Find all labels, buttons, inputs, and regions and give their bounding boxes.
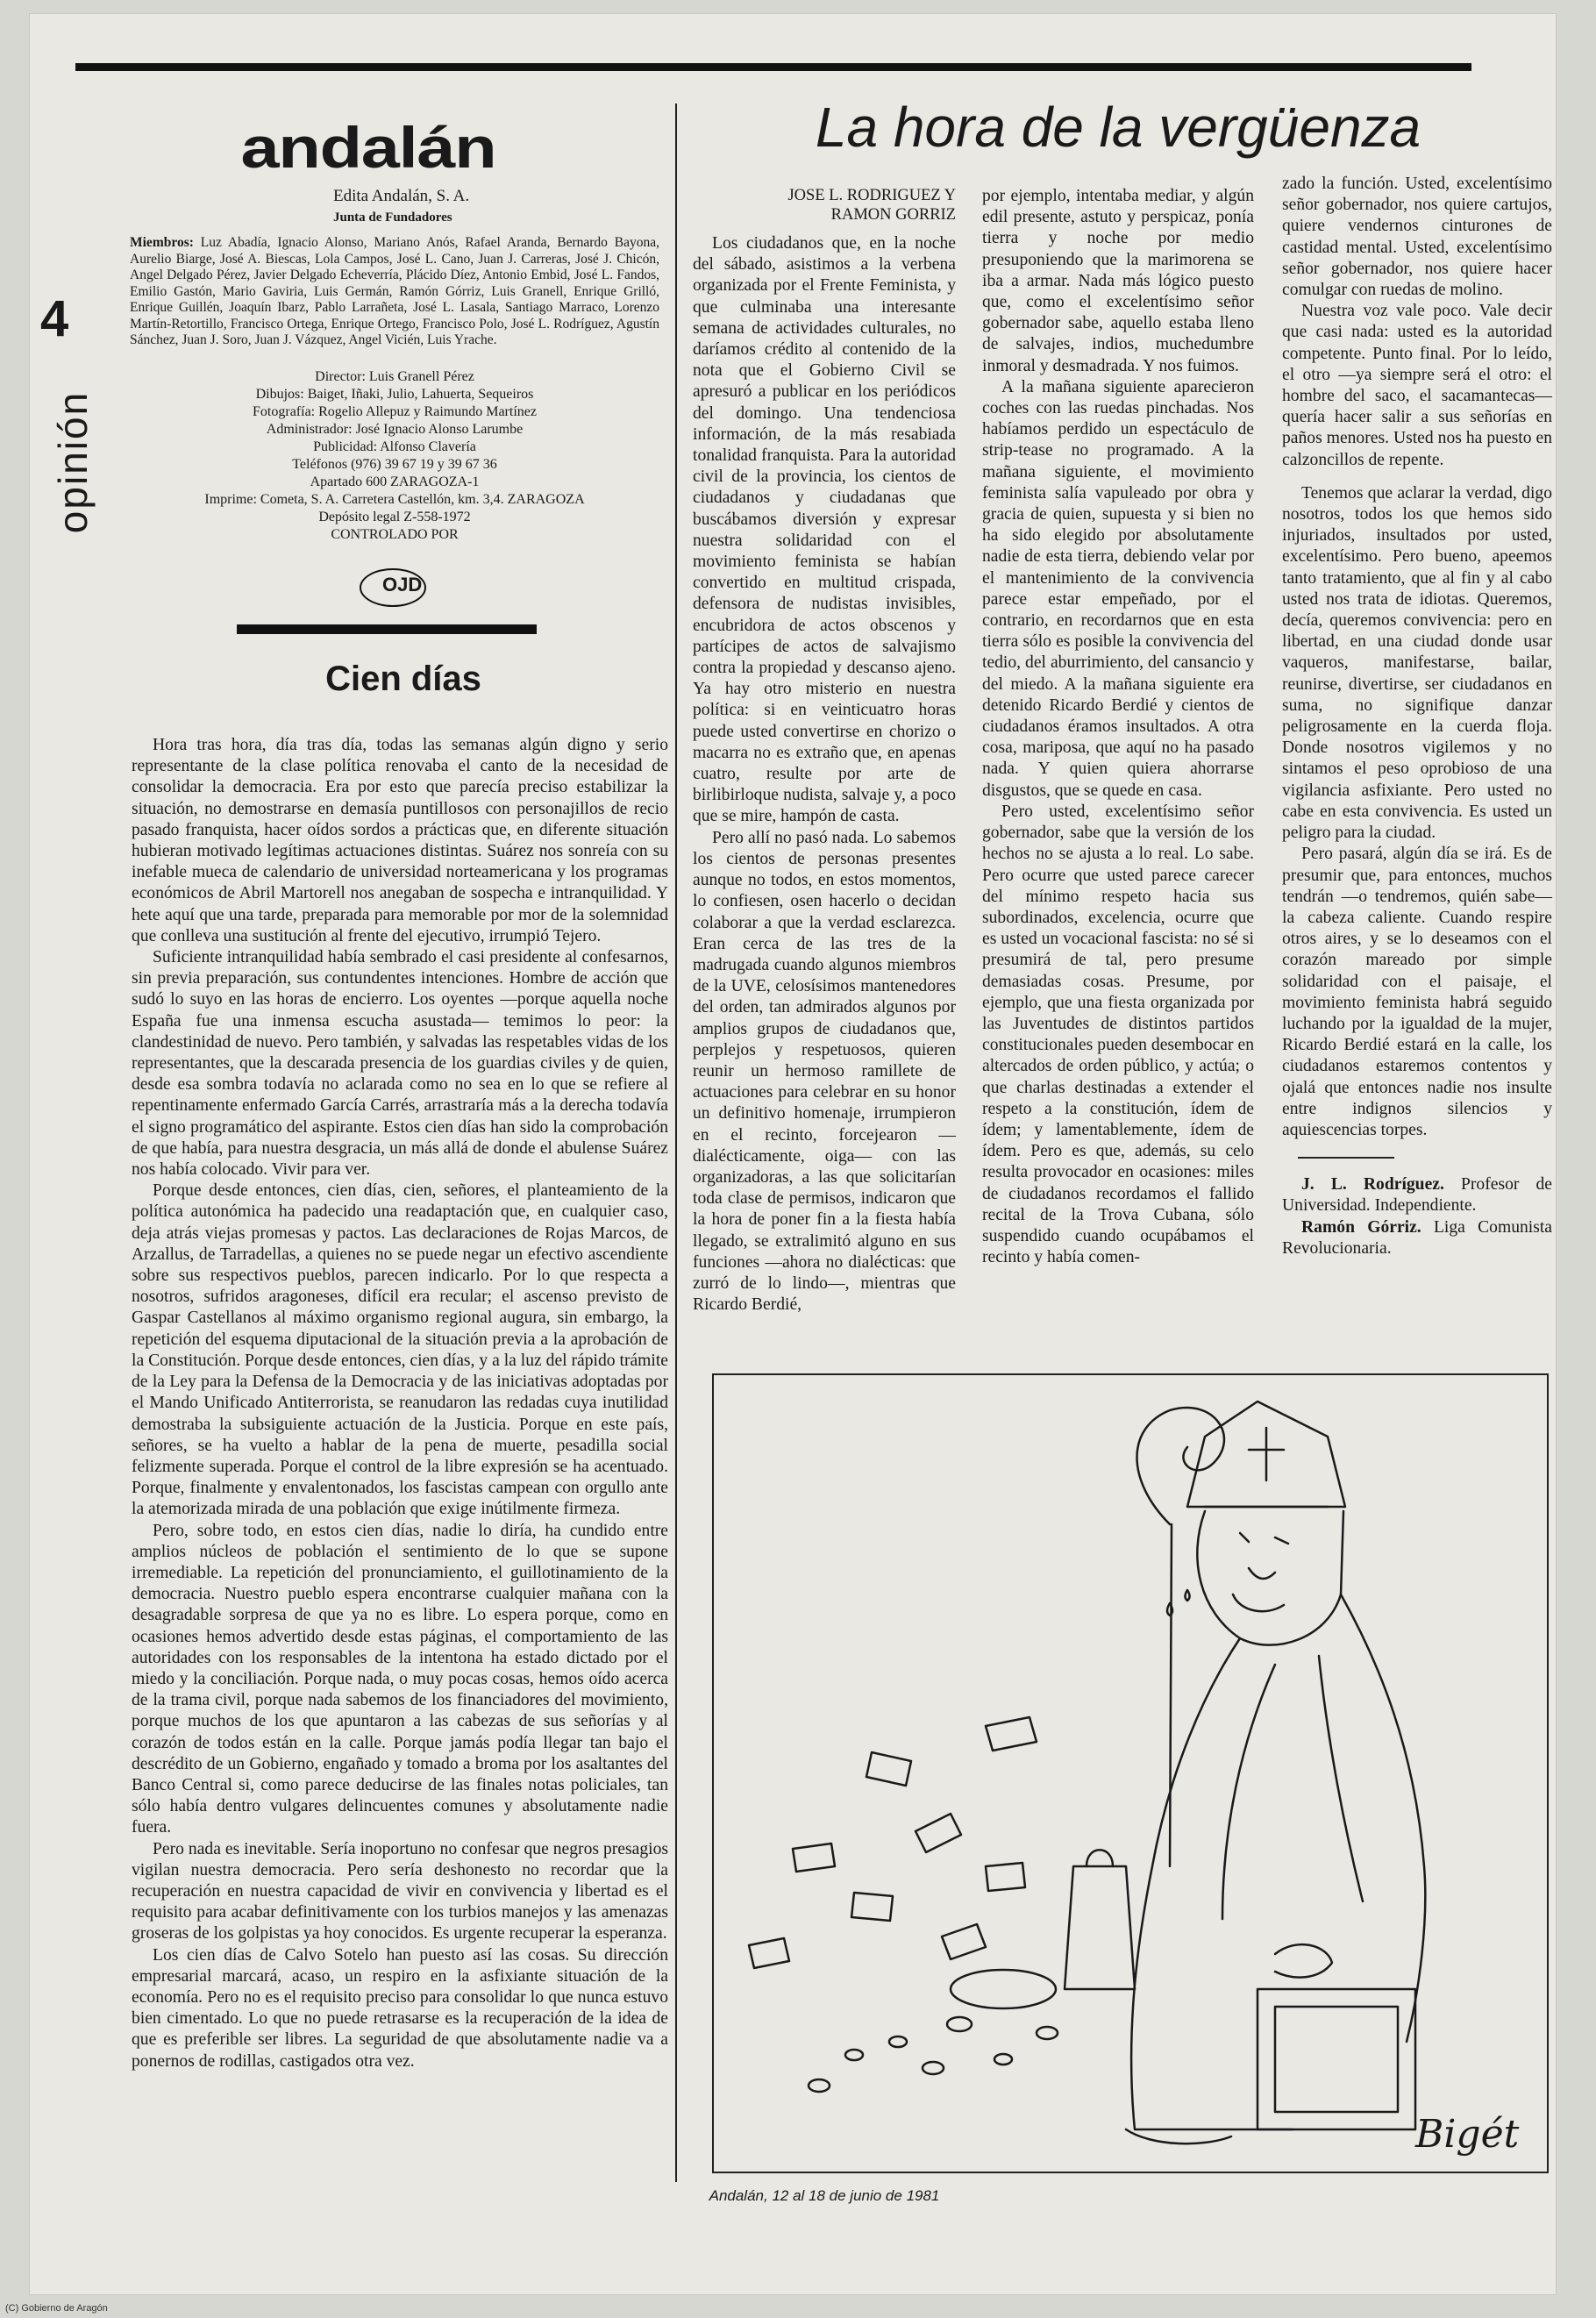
paragraph: Los cien días de Calvo Sotelo han puesto así las cosas. Su dirección empresarial marcará, acaso, un respiro en la asfixiante situación de la economía. Pero no es el requisito preciso para consolidar lo que nunca estuvo bien cimentado. Lo que no puede retrasarse es la recuperación de la idea de que es preferible ser libres. La seguridad de que absolutamente nadie va a ponernos de rodillas, castigados otra vez. — [132, 1945, 668, 2071]
paragraph: Pero, sobre todo, en estos cien días, nadie lo diría, ha cundido entre amplios núcleos de población el sentimiento de lo que se supone irremediable. La repetición del pronunciamiento, el guillotinamiento de la democracia. Nuestro pueblo espera encontrarse cualquier mañana con la desagradable sorpresa de que ya no es libre. Lo espera porque, como en ocasiones hemos advertido desde estas páginas, el comportamiento de las autoridades con los responsables de la intentona ha estado dictado por el miedo y la conciliación. Porque nada, o muy pocas cosas, hemos oído acerca de la trama civil, porque nada sabemos de los financiadores del movimiento, porque muchos de los que apuntaron a las cabezas de sus señorías y al corazón de todos están en la calle. Porque jamás podía llegar tan bajo el descrédito de un Gobierno, engañado y tomado a broma por los asaltantes del Banco Central si, como parece deducirse de las finales notas policiales, tan sólo había dentro vulgares delincuentes comunes y absolutamente nadie fuera. — [132, 1521, 668, 1837]
masthead-logo: andalán — [240, 115, 496, 180]
paragraph: Pero usted, excelentísimo señor gobernador, sabe que la versión de los hechos no se ajusta a lo real. Lo sabe. Pero ocurre que usted parece carecer del mínimo respeto hacia sus subordinados, excelencia, ocurre que es usted un vocacional fascista: no sé si presumirá de tal, pero presume demasiadas cosas. Presume, por ejemplo, que una fiesta organizada por las Juventudes de distintos partidos constitucionales pueden desembocar en altercados de orden público, y actúa; o que charlas destinadas a extender el respeto a la constitución, ídem de ídem; y lamentablemente, ídem de ídem. Pero es que, además, su celo resulta provocador en ocasiones: miles de ciudadanos recordamos el fallido recital de la Trova Cubana, sólo suspendido cuando ocupábamos el recinto y había comen- — [982, 802, 1254, 1267]
staff-line: Dibujos: Baiget, Iñaki, Julio, Lahuerta, Sequeiros — [255, 387, 534, 402]
paragraph: Pero allí no pasó nada. Lo sabemos los cientos de personas presentes aunque no todos, en estos momentos, lo confiesen, osen hacerlo o decidan colaborar a que la verdad esclarezca. Eran cerca de las tres de la madrugada cuando algunos miembros de la UVE, celosísimos mantenedores del orden, tan admirados algunos por amplios grupos de ciudadanos que, perplejos y respetuosos, quieren reunir un hermoso ramillete de actuaciones para celebrar en su honor un definitivo homenaje, irrumpieron en el recinto, forcejearon —dialécticamente, oiga— con las organizadoras, a las que solicitarían toda clase de permisos, indicaron que la hora de poner fin a la fiesta había llegado, se extralimitó alguno en sus funciones —ahora no dialécticas: que zurró de lo lindo—, mientras que Ricardo Berdié, — [693, 828, 956, 1315]
cartoonist-signature: Bigét — [1415, 2112, 1520, 2157]
paragraph: zado la función. Usted, excelentísimo señor gobernador, nos quiere cartujos, quiere vendernos cinturones de castidad mental. Usted, excelentísimo señor gobernador, nos quiere hacer comulgar con ruedas de molino. — [1282, 175, 1552, 300]
robe — [1131, 1638, 1293, 2129]
bill — [749, 1938, 789, 1968]
section-name: opinión — [50, 390, 96, 534]
paragraph: A la mañana siguiente aparecieron coches con las ruedas pinchadas. Nos habíamos perdido un espectáculo de strip-tease no programado. A la mañana siguiente, el movimiento feminista salía vapuleado por obra y gracia de quien, supuesta y si bien no ha sido elegido por absolutamente nadie de esta tierra, debiendo velar por el mantenimiento de la convivencia parece estar empeñado, por el contrario, en recordarnos que en esta tierra sólo es posible la convivencia del tedio, del aburrimiento, del cansancio y del miedo. A la mañana siguiente era detenido Ricardo Berdié y cientos de ciudadanos éramos insultados. A otra cosa, mariposa, que aquí no ha pasado nada. Y quien quiera ahorrarse disgustos, que se quede en casa. — [982, 377, 1254, 800]
paragraph: Porque desde entonces, cien días, cien, señores, el planteamiento de la política autonómica ha padecido una readaptación que, en cualquier caso, deja atrás viejas promesas y pactos. Las declaraciones de Rojas Marcos, de Arzallus, de Tarradellas, a quienes no se puede negar un efectivo ascendiente sobre sus respectivos pueblos, parecen indicarlo. Por lo que respecta a nosotros, sufridos aragoneses, difícil era recular; el ascenso previsto de Gaspar Castellanos al máximo organismo regional augura, sin embargo, la repetición del esquema diputacional de la situación previa a la aprobación de la Constitución. Porque desde entonces, cien días, y a la luz del rápido trámite de la Ley para la Defensa de la Democracia y de las iniciativas adoptadas por el Mando Unificado Antiterrorista, se reanudaron las redadas cuya inutilidad demostraba la subsiguiente actuación de la Justicia. Porque en este país, señores, se ha vuelto a hablar de la pena de muerte, pesadilla social felizmente superada. Porque el control de la libre expresión se ha acentuado. Porque, finalmente y envalentonados, los fascistas campean con orgullo ante la atemorizada mirada de una población que exige inútilmente firmeza. — [132, 1181, 668, 1519]
staff-line: Publicidad: Alfonso Clavería — [313, 439, 476, 454]
staff-line: Fotografía: Rogelio Allepuz y Raimundo Martínez — [253, 404, 537, 419]
staff-line: Imprime: Cometa, S. A. Carretera Castellón, km. 3,4. ZARAGOZA — [204, 492, 585, 507]
page-number: 4 — [40, 290, 69, 347]
bill — [916, 1814, 961, 1852]
suitcase — [1065, 1866, 1135, 1989]
bill — [793, 1844, 835, 1872]
bill — [942, 1924, 986, 1959]
article-title: La hora de la vergüenza — [815, 96, 1421, 159]
founders-heading: Junta de Fundadores — [333, 210, 452, 225]
staff-line: Administrador: José Ignacio Alonso Larumbe — [266, 422, 524, 437]
publisher: Edita Andalán, S. A. — [333, 187, 470, 205]
box-seat — [1258, 1989, 1415, 2129]
editorial-body — [132, 735, 668, 2072]
paragraph: Nuestra voz vale poco. Vale decir que casi nada: usted es la autoridad competente. Punto final. Por lo leído, el otro —ya siempre será el otro: el hombre del saco, el sacamantecas— quería hacer salir a sus señorías en paños menores. Usted nos ha puesto en calzoncillos de repente. — [1282, 302, 1552, 469]
bill — [986, 1863, 1025, 1891]
copyright-notice: (C) Gobierno de Aragón — [5, 2303, 108, 2314]
page-footer: Andalán, 12 al 18 de junio de 1981 — [709, 2187, 940, 2204]
cartoon-illustration — [712, 1373, 1549, 2173]
paragraph: Hora tras hora, día tras día, todas las semanas algún digno y serio representante de la clase política renovaba el canto de la necesidad de consolidar la democracia. Era por esto que parecía preciso estabilizar la situación, no demostrarse en demasía puntillosos con personajillos de recio pasado franquista, hacer oídos sordos a prácticas que, en diferente situación hubieran motivado legítimas actuaciones distintas. Suárez nos sonreía con su inefable mueca de calendario de universidad norteamericana y los programas económicos de Abril Martorell nos anegaban de sospecha e intranquilidad. Y hete aquí que una tarde, preparada para memorable por mor de la solemnidad que conlleva una sustitución al frente del ejecutivo, irrumpió Tejero. — [132, 736, 668, 945]
signature-rule — [1298, 1157, 1394, 1159]
section-separator — [237, 624, 537, 634]
staff-line: Apartado 600 ZARAGOZA-1 — [310, 474, 480, 489]
bill — [866, 1752, 911, 1786]
staff-line: Depósito legal Z-558-1972 — [318, 510, 471, 524]
paragraph: Pero pasará, algún día se irá. Es de presumir que, para entonces, muchos tendrán —o tendremos, quién sabe— la cabeza caliente. Cuando respire otros aires, y se lo deseamos con el corazón mareado por simple solidaridad con el paisaje, el movimiento feminista habrá seguido luchando por la igualdad de la mujer, Ricardo Berdié estará en la calle, los ciudadanos estaremos contentos y ojalá que entonces nadie nos insulte entre indignos silencios y aquiescencias torpes. — [1282, 845, 1552, 1139]
byline: JOSE L. RODRIGUEZ Y RAMON GORRIZ — [787, 187, 956, 224]
paragraph: Los ciudadanos que, en la noche del sábado, asistimos a la verbena organizada por el Frente Feminista, y que culminaba una interesante semana de actividades culturales, no daríamos crédito al contenido de la nota que el Gobierno Civil se apresuró a publicar en los periódicos del domingo. Una tendenciosa información, de la más resabiada tonalidad franquista. Para la autoridad civil de la provincia, los cientos de ciudadanos y ciudadanas que buscábamos diversión y expresar nuestra solidaridad con el movimiento feminista se habían convertido en multitud crispada, defensora de nudistas invisibles, encubridora de actos obscenos y partícipes de actos de salvajismo contra la propiedad y descanso ajeno. Ya hay otro misterio en nuestra política: si en veinticuatro horas puede usted convertirse en chorizo o macarra no es extraño que, en apenas cuatro, resulte por arte de birlibirloque nudista, salvaje y, a poco que se mire, hampón de casta. — [693, 234, 956, 826]
bill — [851, 1893, 893, 1921]
coin-pile — [951, 1970, 1056, 2008]
staff-line: Director: Luis Granell Pérez — [315, 369, 474, 384]
staff-line: CONTROLADO POR — [331, 527, 459, 542]
article-column-3 — [1282, 174, 1552, 1259]
editorial-title: Cien días — [325, 660, 481, 698]
author-signature: J. L. Rodríguez. Profesor de Universidad. Independiente. — [1282, 1175, 1552, 1216]
staff-line: Teléfonos (976) 39 67 19 y 39 67 36 — [292, 457, 497, 472]
paragraph: por ejemplo, intentaba mediar, y algún edil presente, astuto y perspicaz, ponía tierra y noche por medio presuponiendo que la marimorena se iba a armar. Nada más lógico puesto que, como el excelentísimo señor gobernador sabe, aquello estaba lleno de salvajes, indios, muchedumbre inmoral y desmadrada. Y nos fuimos. — [982, 187, 1254, 375]
bill — [986, 1717, 1037, 1751]
article-column-1 — [693, 186, 956, 1316]
article-column-2 — [982, 186, 1254, 1268]
column-divider — [675, 103, 677, 2182]
ojd-logo: OJD — [360, 568, 426, 607]
author-signature: Ramón Górriz. Liga Comunista Revolucionaria. — [1282, 1217, 1552, 1258]
section-tab — [35, 289, 96, 534]
paragraph: Pero nada es inevitable. Sería inoportuno no confesar que negros presagios vigilan nuestra democracia. Pero sería deshonesto no recordar que la recuperación en nuestra capacidad de vivir en convivencia y libertad es el requisito para acabar definitivamente con los turbios manejos y las amenazas groseras de los golpistas ya hoy conocidos. Es urgente recuperar la esperanza. — [132, 1839, 668, 1944]
staff-credits — [132, 368, 658, 544]
paragraph: Tenemos que aclarar la verdad, digo nosotros, todos los que hemos sido injuriados, insultados por usted, excelentísimo. Pero bueno, apeemos tanto tratamiento, que al fin y al cabo usted nos trata de idiotas. Queremos, decía, queremos convivencia: pero en libertad, en una ciudad donde usar vaqueros, manifestarse, bailar, reunirse, divertirse, ser ciudadanos en suma, no signifique danzar peligrosamente en la cuerda floja. Donde nosotros vigilemos y no sintamos el peso oprobioso de una vigilancia asfixiante. Pero usted no cabe en esta convivencia. Es usted un peligro para la ciudad. — [1282, 483, 1552, 843]
founders-list: Miembros: Luz Abadía, Ignacio Alonso, Mariano Anós, Rafael Aranda, Bernardo Bayona, Aurelio Biarge, José A. Biescas, Lola Campos, José L. Cano, Juan J. Carreras, José J. Chicón, Angel Delgado Pérez, Javier Delgado Echeverría, Plácido Díez, Antonio Embid, José L. Fandos, Emilio Gastón, Mario Gaviria, Luis Germán, Ramón Górriz, Luis Granell, Enrique Grilló, Enrique Guillén, Joaquín Ibarz, Pablo Larrañeta, José L. Lasala, Santiago Marraco, Lorenzo Martín-Retortillo, Francisco Ortega, Enrique Ortego, Francisco Polo, José L. Rodríguez, Agustín Sánchez, Juan J. Soro, Juan J. Vázquez, Angel Vicién, Luis Yrache. — [130, 235, 659, 347]
top-rule — [75, 63, 1471, 71]
face — [1197, 1511, 1343, 1645]
bishop-cartoon-drawing — [714, 1375, 1547, 2172]
paragraph: Suficiente intranquilidad había sembrado el casi presidente al confesarnos, sin previa preparación, sus contundentes intenciones. Hombre de acción que sudó lo suyo en las horas de encierro. Los oyentes —porque aquella noche España fue una inmensa escucha asustada— temimos lo peor: la clandestinidad de nuevo. Pero también, y salvadas las respetables vidas de los representantes, que la descarada presencia de los guardias civiles y de quien, desde esa sombra todavía no aclarada como no sea en lo que se refiere al repentinamente enfermado García Carrés, arrastraría más a la derecha todavía el signo programático del aspirante. Estos cien días han sido la comprobación de que había, para nuestra desgracia, un más allá de donde el abulense Suárez nos había colocado. Vivir para ver. — [132, 948, 668, 1180]
